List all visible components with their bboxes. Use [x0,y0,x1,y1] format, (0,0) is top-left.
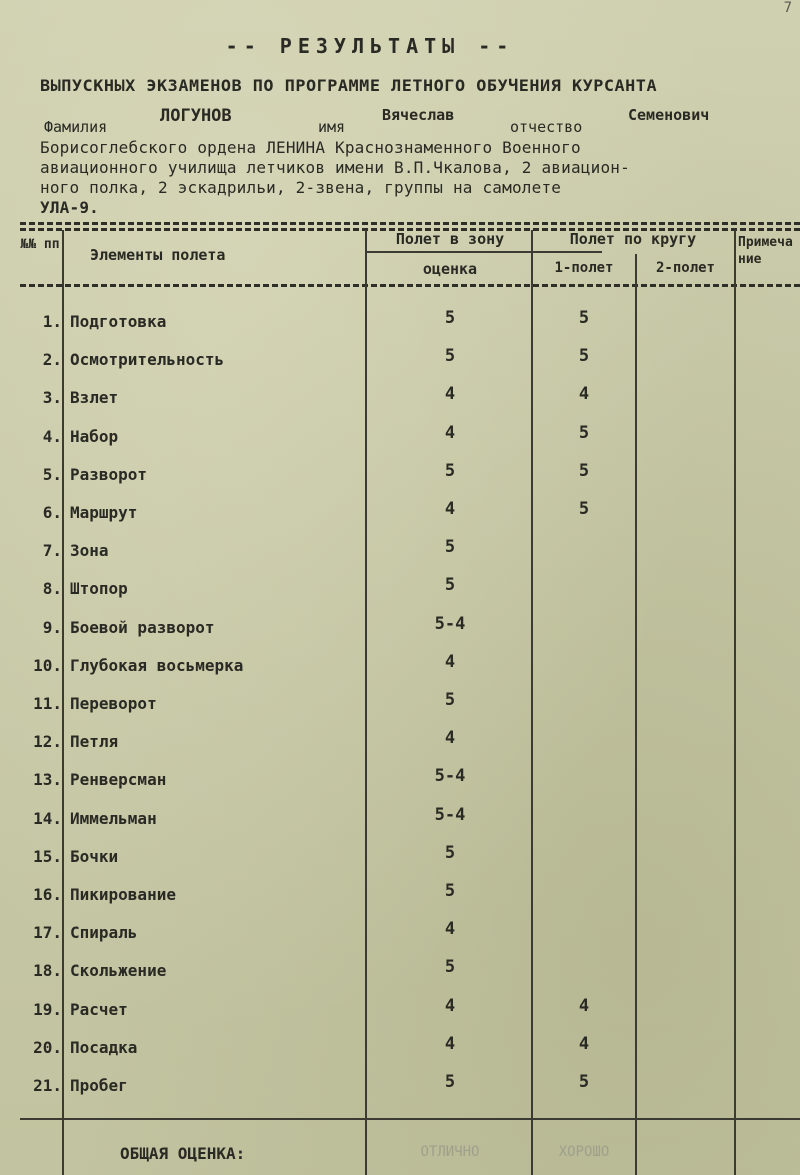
row-element-name: Осмотрительность [70,350,225,369]
row-element-name: Зона [70,541,109,560]
row-element-name: Подготовка [70,312,167,331]
table-bottom-rule [20,1118,800,1120]
row-element-name: Иммельман [70,809,157,828]
row-number: 10. [33,656,62,675]
row-element-name: Пробег [70,1076,128,1095]
row-number: 3. [42,388,62,407]
row-element-name: Глубокая восьмерка [70,656,244,675]
row-element-name: Ренверсман [70,770,167,789]
row-element-name: Боевой разворот [70,618,215,637]
row-zone-grade: 5-4 [434,805,466,825]
header-zone-flight: Полет в зону [395,230,505,248]
row-number: 5. [42,465,62,484]
row-circle-first-grade: 4 [578,1034,590,1054]
header-zone-grade: оценка [422,260,478,278]
table-header-rule [20,284,800,287]
row-element-name: Скольжение [70,961,167,980]
row-element-name: Набор [70,427,119,446]
row-number: 2. [42,350,62,369]
row-element-name: Переворот [70,694,157,713]
row-number: 13. [33,770,62,789]
surname-label: Фамилия [44,118,108,136]
row-zone-grade: 4 [444,919,456,939]
row-element-name: Штопор [70,579,128,598]
row-number: 11. [33,694,62,713]
row-element-name: Пикирование [70,885,176,904]
row-element-name: Маршрут [70,503,138,522]
row-zone-grade: 4 [444,384,456,404]
row-number: 16. [33,885,62,904]
corner-mark: 7 [783,0,792,16]
col-divider-elements [365,230,367,1175]
row-element-name: Спираль [70,923,138,942]
row-circle-first-grade: 4 [578,384,590,404]
row-zone-grade: 5 [444,881,456,901]
row-zone-grade: 4 [444,1034,456,1054]
row-zone-grade: 4 [444,996,456,1016]
header-subrule [366,251,602,253]
row-zone-grade: 5-4 [434,614,466,634]
row-element-name: Бочки [70,847,119,866]
row-number: 19. [33,1000,62,1019]
row-number: 17. [33,923,62,942]
name-value: Вячеслав [382,106,455,124]
aircraft-type: УЛА-9. [40,198,99,217]
overall-label: ОБЩАЯ ОЦЕНКА: [120,1144,246,1163]
school-line-2: авиационного училища летчиков имени В.П.Чкалова, 2 авиацион- [40,158,630,177]
school-line-3: ного полка, 2 эскадрильи, 2-звена, группы на самолете [40,178,562,197]
row-element-name: Посадка [70,1038,138,1057]
row-element-name: Петля [70,732,119,751]
surname-value: ЛОГУНОВ [160,106,232,126]
row-zone-grade: 5 [444,461,456,481]
overall-circle-grade: ХОРОШО [558,1144,610,1160]
header-note: Примечание [738,235,793,267]
row-number: 8. [42,579,62,598]
overall-zone-grade: ОТЛИЧНО [420,1144,480,1160]
patronymic-label: отчество [510,118,583,136]
col-divider-note [734,230,736,1175]
col-divider-num [62,230,64,1175]
row-element-name: Расчет [70,1000,128,1019]
row-number: 12. [33,732,62,751]
row-zone-grade: 5-4 [434,766,466,786]
row-zone-grade: 5 [444,575,456,595]
row-element-name: Разворот [70,465,148,484]
row-circle-first-grade: 5 [578,346,590,366]
document-title: -- РЕЗУЛЬТАТЫ -- [225,34,515,58]
row-zone-grade: 5 [444,843,456,863]
header-number: №№ пп [20,237,60,252]
col-divider-circle [635,254,637,1175]
row-number: 7. [42,541,62,560]
row-zone-grade: 5 [444,537,456,557]
row-zone-grade: 4 [444,652,456,672]
row-number: 14. [33,809,62,828]
row-zone-grade: 5 [444,690,456,710]
row-circle-first-grade: 4 [578,996,590,1016]
row-zone-grade: 5 [444,308,456,328]
row-number: 1. [42,312,62,331]
header-circle-second: 2-полет [655,260,715,276]
header-circle-flight: Полет по кругу [569,230,697,248]
row-circle-first-grade: 5 [578,461,590,481]
row-number: 21. [33,1076,62,1095]
school-line-1: Борисоглебского ордена ЛЕНИНА Краснознаменного Военного [40,138,581,157]
row-circle-first-grade: 5 [578,499,590,519]
row-zone-grade: 5 [444,1072,456,1092]
row-number: 20. [33,1038,62,1057]
row-number: 9. [42,618,62,637]
row-zone-grade: 5 [444,346,456,366]
header-circle-first: 1-полет [554,260,614,276]
table-top-rule [20,222,800,225]
row-number: 6. [42,503,62,522]
row-zone-grade: 5 [444,957,456,977]
row-circle-first-grade: 5 [578,1072,590,1092]
row-zone-grade: 4 [444,423,456,443]
header-elements: Элементы полета [90,246,226,264]
row-number: 15. [33,847,62,866]
patronymic-value: Семенович [628,106,710,124]
row-number: 4. [42,427,62,446]
name-label: имя [318,118,346,136]
row-circle-first-grade: 5 [578,308,590,328]
row-circle-first-grade: 5 [578,423,590,443]
document-subtitle: ВЫПУСКНЫХ ЭКЗАМЕНОВ ПО ПРОГРАММЕ ЛЕТНОГО ОБУЧЕНИЯ КУРСАНТА [40,76,658,95]
row-number: 18. [33,961,62,980]
row-zone-grade: 4 [444,499,456,519]
row-zone-grade: 4 [444,728,456,748]
row-element-name: Взлет [70,388,119,407]
